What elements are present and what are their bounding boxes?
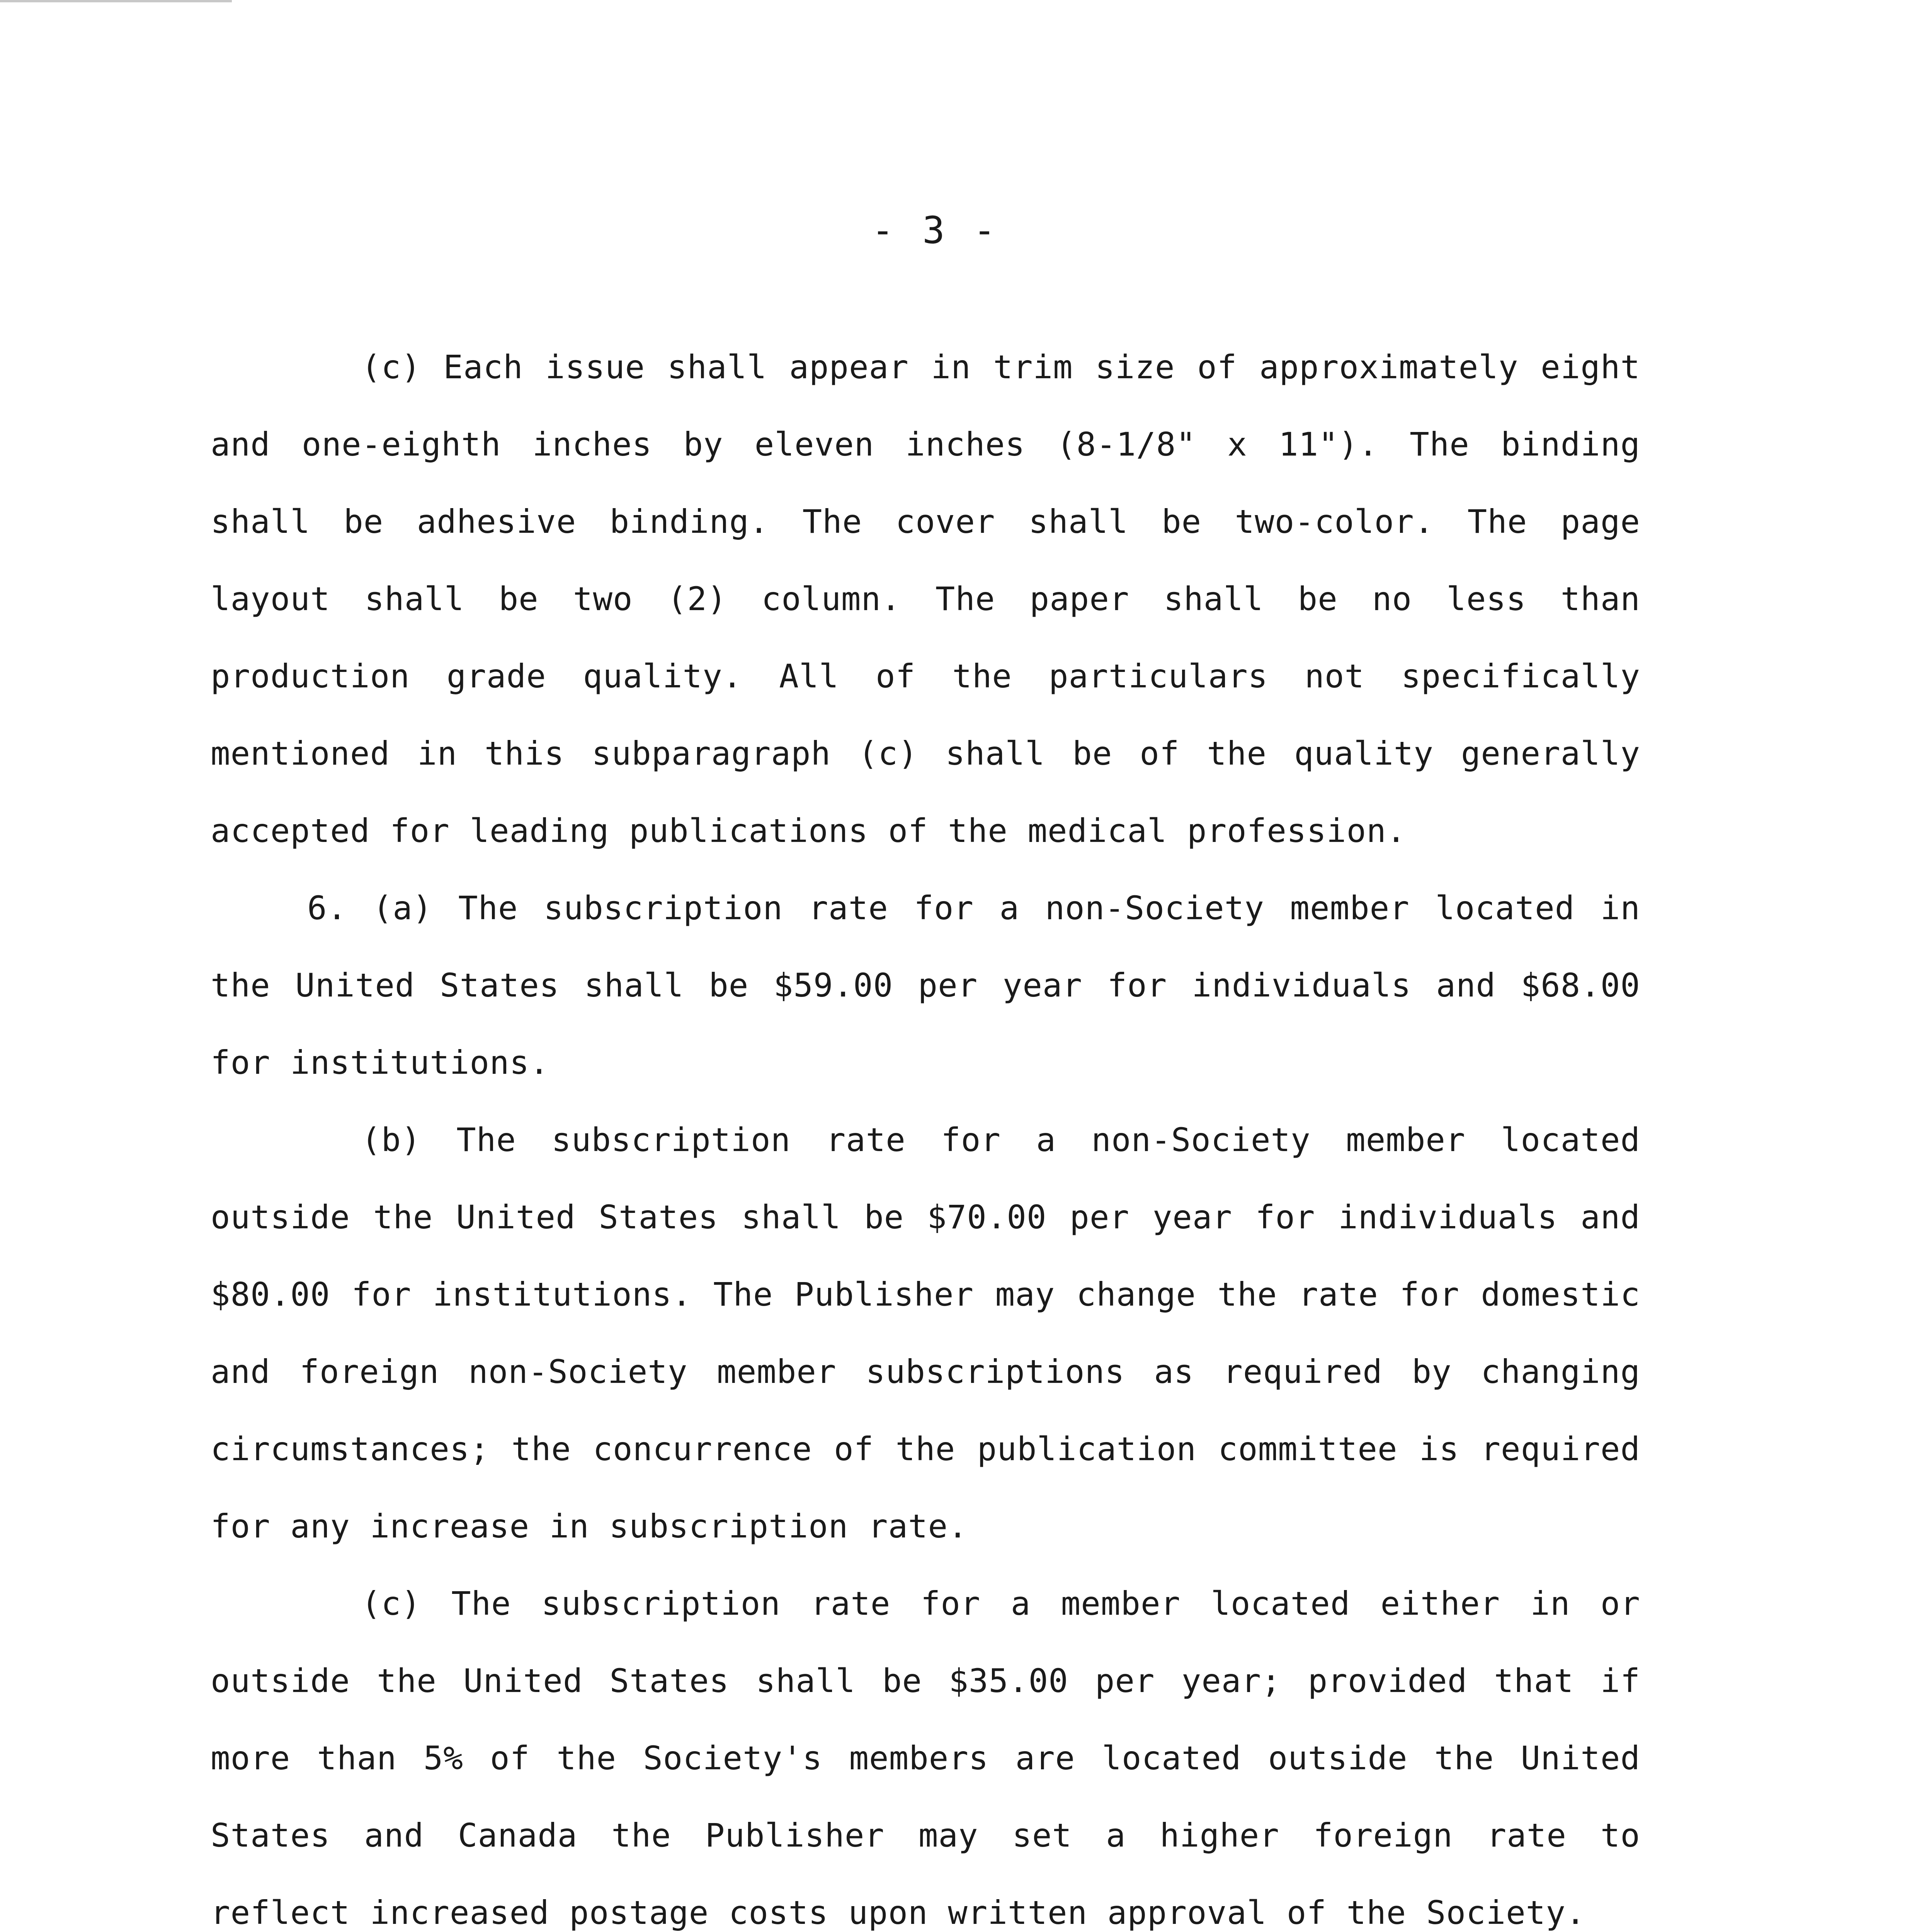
paragraph-6b: (b) The subscription rate for a non-Society member located outside the United States shall be $70.00 per year for individuals and $80.00 for institutions. The Publisher may change the rate for domestic and foreign non-Society member subscriptions as required by changing circumstances; the concurrence of the publication committee is required for any increase in subscription rate. xyxy=(211,1121,1640,1545)
paragraph-6a: 6. (a) The subscription rate for a non-Society member located in the United States shall be $59.00 per year for individuals and $68.00 for institutions. xyxy=(211,889,1640,1082)
body-text xyxy=(211,328,1640,1932)
paragraph-5c: (c) Each issue shall appear in trim size of approximately eight and one-eighth inches by eleven inches (8-1/8" x 11"). The binding shall be adhesive binding. The cover shall be two-color. The page layout shall be two (2) column. The paper shall be no less than production grade quality. All of the particulars not specifically mentioned in this subparagraph (c) shall be of the quality generally accepted for leading publications of the medical profession. xyxy=(211,348,1640,850)
scan-edge-line xyxy=(0,0,232,2)
page-number: - 3 - xyxy=(871,209,999,252)
paragraph-6c: (c) The subscription rate for a member located either in or outside the United States shall be $35.00 per year; provided that if more than 5% of the Society's members are located outside the United States and Canada the Publisher may set a higher foreign rate to reflect increased postage costs upon written approval of the Society. xyxy=(211,1585,1640,1932)
